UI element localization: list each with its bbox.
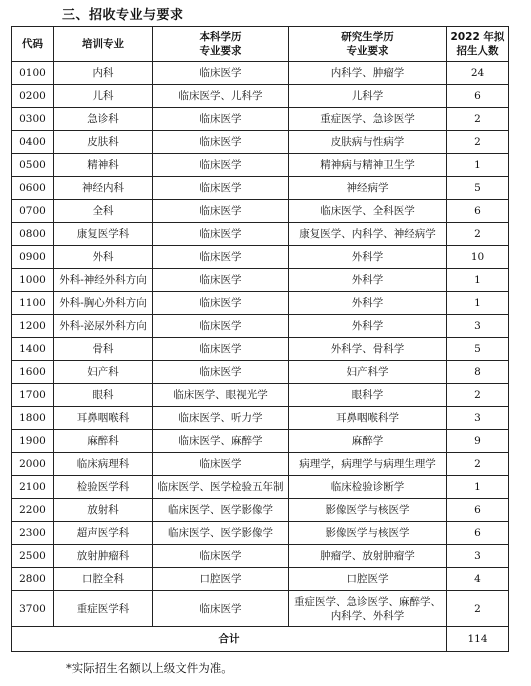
cell-graduate: 重症医学、急诊医学 (289, 108, 447, 131)
header-undergrad (153, 27, 289, 62)
cell-undergrad: 临床医学 (153, 200, 289, 223)
cell-graduate: 内科学、肿瘤学 (289, 62, 447, 85)
cell-undergrad: 临床医学、听力学 (153, 407, 289, 430)
cell-quota: 2 (447, 108, 509, 131)
cell-graduate: 重症医学、急诊医学、麻醉学、内科学、外科学 (289, 591, 447, 627)
table-row (12, 108, 509, 131)
cell-code: 1000 (12, 269, 54, 292)
total-value: 114 (447, 627, 509, 652)
header-graduate (289, 27, 447, 62)
cell-specialty: 急诊科 (54, 108, 153, 131)
cell-undergrad: 临床医学、眼视光学 (153, 384, 289, 407)
cell-undergrad: 口腔医学 (153, 568, 289, 591)
table-row (12, 453, 509, 476)
cell-quota: 2 (447, 223, 509, 246)
cell-code: 1200 (12, 315, 54, 338)
cell-specialty: 外科-泌尿外科方向 (54, 315, 153, 338)
total-label: 合计 (12, 627, 447, 652)
cell-undergrad: 临床医学、儿科学 (153, 85, 289, 108)
cell-quota: 3 (447, 545, 509, 568)
cell-quota: 24 (447, 62, 509, 85)
cell-quota: 1 (447, 269, 509, 292)
header-quota-line2: 招生人数 (456, 45, 499, 57)
cell-specialty: 眼科 (54, 384, 153, 407)
table-row (12, 568, 509, 591)
cell-code: 0300 (12, 108, 54, 131)
cell-quota: 6 (447, 200, 509, 223)
cell-specialty: 临床病理科 (54, 453, 153, 476)
cell-undergrad: 临床医学 (153, 131, 289, 154)
cell-specialty: 放射科 (54, 499, 153, 522)
cell-quota: 2 (447, 384, 509, 407)
cell-quota: 1 (447, 154, 509, 177)
cell-undergrad: 临床医学、医学影像学 (153, 522, 289, 545)
cell-code: 0800 (12, 223, 54, 246)
header-quota (447, 27, 509, 62)
cell-specialty: 皮肤科 (54, 131, 153, 154)
cell-graduate: 麻醉学 (289, 430, 447, 453)
table-row (12, 292, 509, 315)
cell-graduate: 神经病学 (289, 177, 447, 200)
cell-code: 2300 (12, 522, 54, 545)
cell-specialty: 放射肿瘤科 (54, 545, 153, 568)
cell-graduate: 精神病与精神卫生学 (289, 154, 447, 177)
table-header-row (12, 27, 509, 62)
table-row (12, 476, 509, 499)
table-row (12, 499, 509, 522)
footnote: *实际招生名额以上级文件为准。 (66, 661, 233, 675)
cell-quota: 10 (447, 246, 509, 269)
table-row (12, 591, 509, 627)
cell-quota: 3 (447, 315, 509, 338)
cell-quota: 8 (447, 361, 509, 384)
cell-quota: 9 (447, 430, 509, 453)
header-code: 代码 (12, 27, 54, 62)
cell-graduate: 耳鼻咽喉科学 (289, 407, 447, 430)
table-row (12, 407, 509, 430)
header-graduate-line2: 专业要求 (346, 45, 389, 57)
cell-graduate: 影像医学与核医学 (289, 499, 447, 522)
cell-graduate: 外科学 (289, 246, 447, 269)
cell-specialty: 外科-神经外科方向 (54, 269, 153, 292)
cell-graduate: 外科学 (289, 315, 447, 338)
table-row (12, 545, 509, 568)
cell-undergrad: 临床医学 (153, 269, 289, 292)
table-row (12, 223, 509, 246)
header-quota-line1: 2022 年拟 (450, 31, 505, 43)
cell-undergrad: 临床医学 (153, 591, 289, 627)
cell-graduate: 影像医学与核医学 (289, 522, 447, 545)
cell-undergrad: 临床医学、麻醉学 (153, 430, 289, 453)
table-row (12, 246, 509, 269)
cell-quota: 3 (447, 407, 509, 430)
header-specialty: 培训专业 (54, 27, 153, 62)
cell-quota: 2 (447, 591, 509, 627)
cell-specialty: 康复医学科 (54, 223, 153, 246)
table-row (12, 269, 509, 292)
cell-code: 0200 (12, 85, 54, 108)
table-row (12, 384, 509, 407)
cell-undergrad: 临床医学 (153, 292, 289, 315)
cell-code: 0500 (12, 154, 54, 177)
table-row (12, 85, 509, 108)
cell-graduate: 肿瘤学、放射肿瘤学 (289, 545, 447, 568)
cell-graduate: 外科学 (289, 292, 447, 315)
cell-graduate: 临床检验诊断学 (289, 476, 447, 499)
table-row (12, 62, 509, 85)
cell-graduate: 病理学，病理学与病理生理学 (289, 453, 447, 476)
section-title: 三、招收专业与要求 (62, 8, 184, 23)
cell-quota: 6 (447, 499, 509, 522)
cell-undergrad: 临床医学 (153, 361, 289, 384)
cell-undergrad: 临床医学 (153, 223, 289, 246)
table-row (12, 154, 509, 177)
table-row (12, 200, 509, 223)
cell-code: 2800 (12, 568, 54, 591)
cell-undergrad: 临床医学 (153, 177, 289, 200)
table-row (12, 338, 509, 361)
table-row (12, 315, 509, 338)
cell-code: 1800 (12, 407, 54, 430)
header-undergrad-line1: 本科学历 (199, 31, 242, 43)
cell-specialty: 麻醉科 (54, 430, 153, 453)
cell-undergrad: 临床医学、医学检验五年制 (153, 476, 289, 499)
table-row (12, 131, 509, 154)
header-undergrad-line2: 专业要求 (199, 45, 242, 57)
cell-undergrad: 临床医学 (153, 62, 289, 85)
cell-code: 1900 (12, 430, 54, 453)
cell-graduate: 儿科学 (289, 85, 447, 108)
table-row (12, 361, 509, 384)
cell-code: 3700 (12, 591, 54, 627)
cell-specialty: 口腔全科 (54, 568, 153, 591)
cell-graduate: 临床医学、全科医学 (289, 200, 447, 223)
cell-undergrad: 临床医学 (153, 545, 289, 568)
cell-undergrad: 临床医学 (153, 315, 289, 338)
cell-specialty: 全科 (54, 200, 153, 223)
cell-undergrad: 临床医学 (153, 246, 289, 269)
cell-undergrad: 临床医学 (153, 338, 289, 361)
header-graduate-line1: 研究生学历 (341, 31, 394, 43)
cell-specialty: 重症医学科 (54, 591, 153, 627)
cell-undergrad: 临床医学、医学影像学 (153, 499, 289, 522)
cell-quota: 1 (447, 476, 509, 499)
table-row (12, 522, 509, 545)
cell-code: 2200 (12, 499, 54, 522)
cell-specialty: 妇产科 (54, 361, 153, 384)
cell-specialty: 精神科 (54, 154, 153, 177)
cell-graduate: 康复医学、内科学、神经病学 (289, 223, 447, 246)
cell-code: 0900 (12, 246, 54, 269)
cell-code: 2500 (12, 545, 54, 568)
specialty-table (11, 26, 509, 652)
cell-code: 1400 (12, 338, 54, 361)
cell-quota: 2 (447, 131, 509, 154)
cell-graduate: 皮肤病与性病学 (289, 131, 447, 154)
cell-code: 0700 (12, 200, 54, 223)
cell-specialty: 外科-胸心外科方向 (54, 292, 153, 315)
cell-code: 1700 (12, 384, 54, 407)
cell-quota: 4 (447, 568, 509, 591)
cell-specialty: 耳鼻咽喉科 (54, 407, 153, 430)
cell-quota: 6 (447, 522, 509, 545)
cell-specialty: 内科 (54, 62, 153, 85)
cell-undergrad: 临床医学 (153, 108, 289, 131)
cell-code: 1600 (12, 361, 54, 384)
cell-graduate: 眼科学 (289, 384, 447, 407)
cell-code: 2100 (12, 476, 54, 499)
cell-quota: 6 (447, 85, 509, 108)
cell-graduate: 妇产科学 (289, 361, 447, 384)
cell-code: 1100 (12, 292, 54, 315)
table-row (12, 177, 509, 200)
table-total-row (12, 627, 509, 652)
cell-code: 0600 (12, 177, 54, 200)
cell-specialty: 儿科 (54, 85, 153, 108)
cell-code: 2000 (12, 453, 54, 476)
cell-specialty: 检验医学科 (54, 476, 153, 499)
cell-quota: 2 (447, 453, 509, 476)
cell-specialty: 骨科 (54, 338, 153, 361)
cell-quota: 5 (447, 177, 509, 200)
cell-graduate: 口腔医学 (289, 568, 447, 591)
cell-undergrad: 临床医学 (153, 154, 289, 177)
cell-graduate: 外科学 (289, 269, 447, 292)
cell-code: 0100 (12, 62, 54, 85)
cell-undergrad: 临床医学 (153, 453, 289, 476)
cell-specialty: 外科 (54, 246, 153, 269)
cell-quota: 1 (447, 292, 509, 315)
cell-code: 0400 (12, 131, 54, 154)
cell-specialty: 超声医学科 (54, 522, 153, 545)
cell-specialty: 神经内科 (54, 177, 153, 200)
cell-graduate: 外科学、骨科学 (289, 338, 447, 361)
cell-quota: 5 (447, 338, 509, 361)
table-row (12, 430, 509, 453)
